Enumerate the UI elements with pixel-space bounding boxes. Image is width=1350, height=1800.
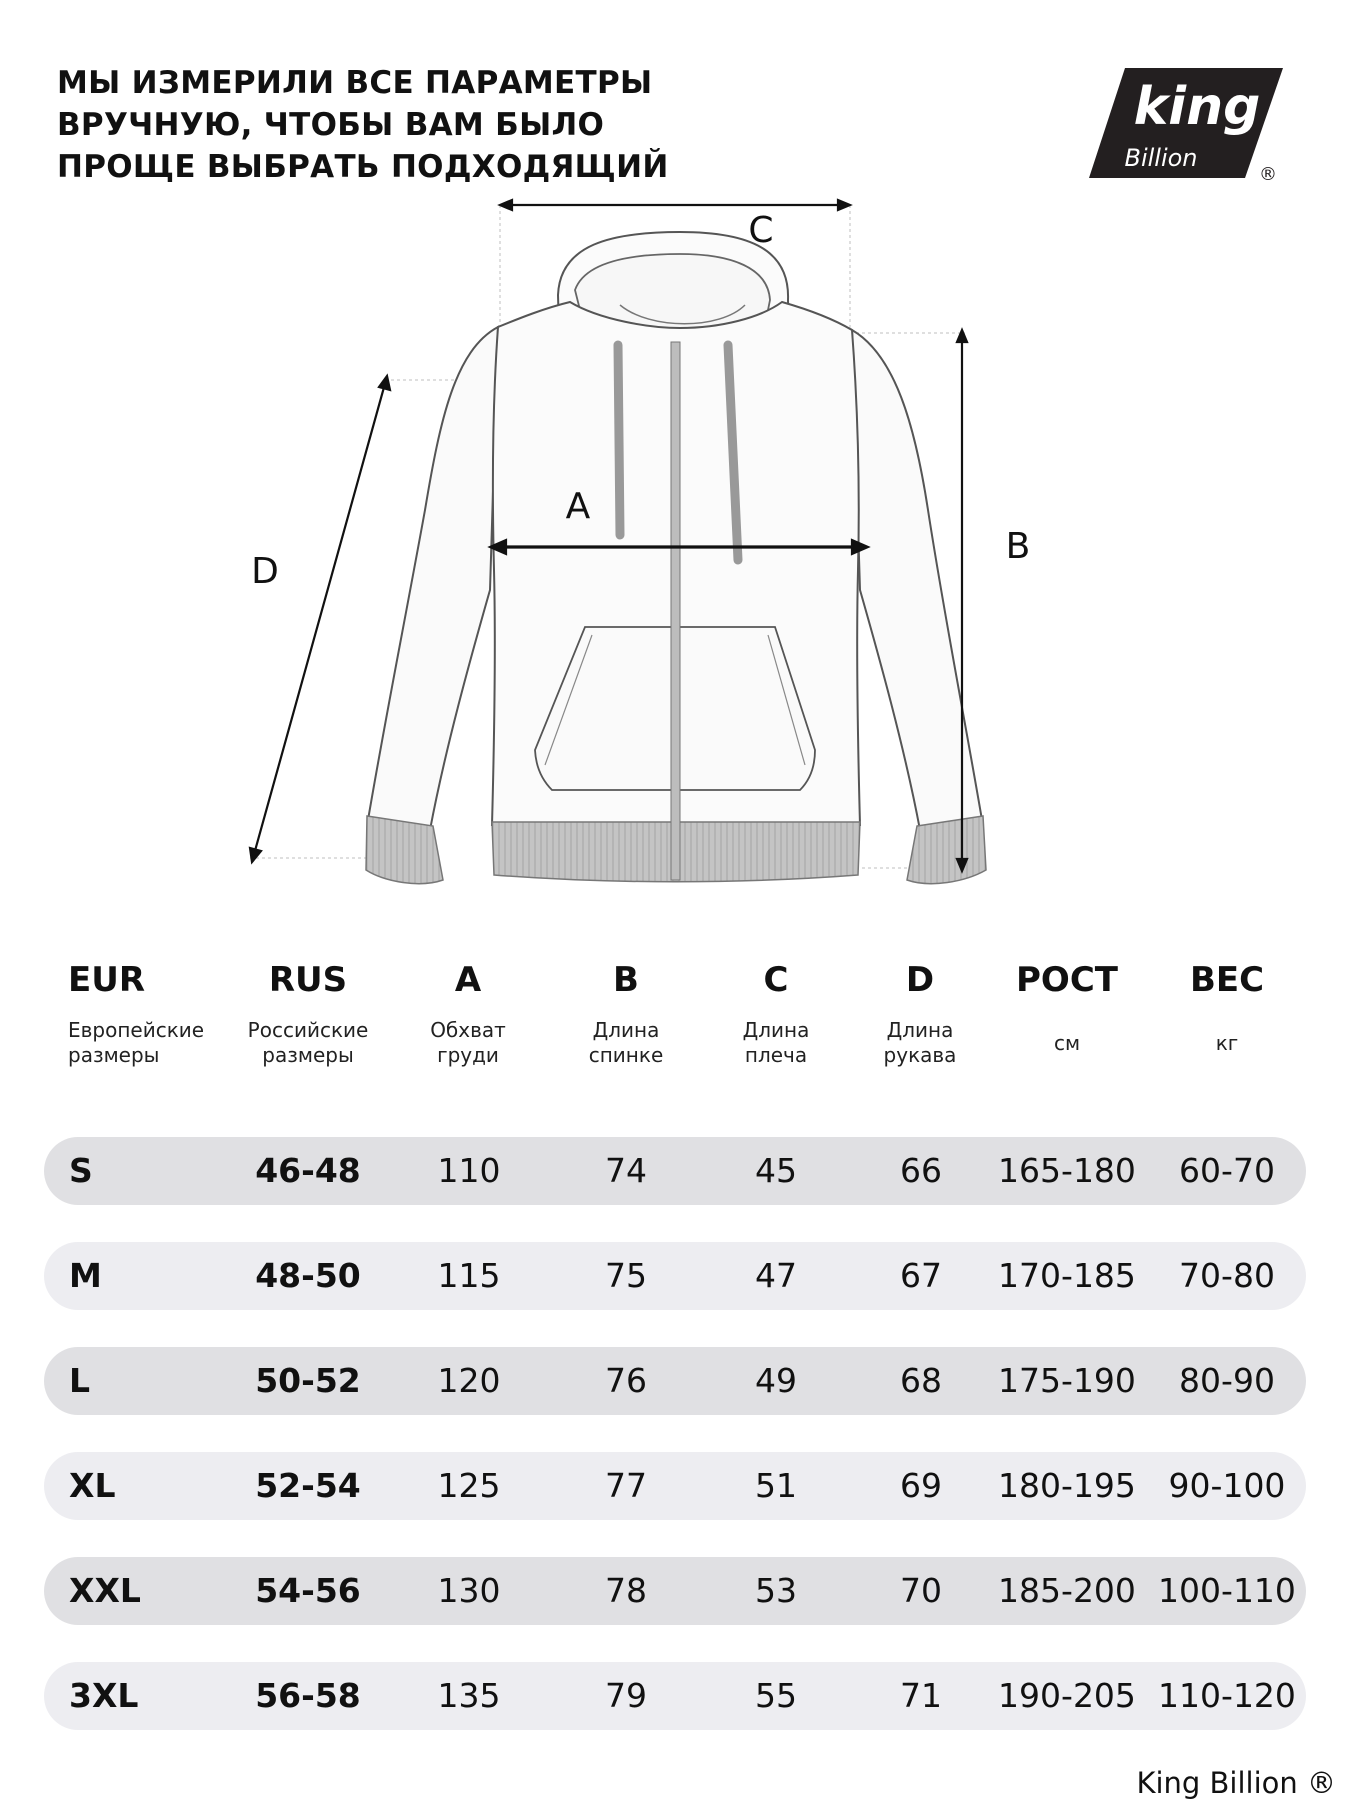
cell-b: 75 — [605, 1256, 647, 1295]
column-description — [68, 1013, 228, 1073]
column-description-line: Европейские — [68, 1018, 205, 1042]
cell-rus: 46-48 — [255, 1151, 361, 1190]
cell-a: 110 — [437, 1151, 501, 1190]
column-description — [228, 1013, 388, 1073]
column-header-b — [546, 955, 706, 1073]
column-description-line: груди — [437, 1043, 499, 1067]
column-description — [388, 1013, 548, 1073]
column-code: РОСТ — [1016, 960, 1118, 1000]
cell-c: 47 — [755, 1256, 797, 1295]
cell-a: 135 — [437, 1676, 501, 1715]
cell-height: 170-185 — [998, 1256, 1136, 1295]
logo-word-billion: Billion — [1124, 144, 1198, 172]
cell-rus: 56-58 — [255, 1676, 361, 1715]
column-header-eur — [68, 955, 228, 1073]
column-description-line: кг — [1215, 1030, 1239, 1055]
column-header-c — [696, 955, 856, 1073]
cell-b: 78 — [605, 1571, 647, 1610]
dimension-label-d: D — [251, 551, 279, 592]
column-description — [1147, 1013, 1307, 1073]
cell-a: 125 — [437, 1466, 501, 1505]
cell-eur: M — [69, 1256, 102, 1295]
column-description-line: Длина — [742, 1018, 810, 1042]
column-description-line: спинке — [588, 1043, 664, 1067]
cell-height: 180-195 — [998, 1466, 1136, 1505]
cell-height: 185-200 — [998, 1571, 1136, 1610]
cell-b: 79 — [605, 1676, 647, 1715]
column-code: RUS — [268, 960, 348, 1000]
dimension-label-a: A — [565, 486, 591, 527]
size-row-xl — [44, 1452, 1306, 1520]
column-header-weight — [1147, 955, 1307, 1073]
cell-b: 76 — [605, 1361, 647, 1400]
column-header-a — [388, 955, 548, 1073]
cell-weight: 100-110 — [1158, 1571, 1296, 1610]
column-description-line: размеры — [262, 1043, 354, 1067]
cell-weight: 70-80 — [1179, 1256, 1275, 1295]
cell-a: 120 — [437, 1361, 501, 1400]
cell-b: 77 — [605, 1466, 647, 1505]
cell-eur: L — [69, 1361, 91, 1400]
cell-height: 190-205 — [998, 1676, 1136, 1715]
hoodie-right-cuff — [907, 816, 986, 884]
cell-height: 175-190 — [998, 1361, 1136, 1400]
column-header-height — [987, 955, 1147, 1073]
heading-line-1: МЫ ИЗМЕРИЛИ ВСЕ ПАРАМЕТРЫ — [57, 65, 653, 101]
column-description-line: плеча — [744, 1043, 808, 1067]
hoodie-left-cuff — [366, 816, 443, 884]
cell-weight: 80-90 — [1179, 1361, 1275, 1400]
logo-word-king: king — [1133, 77, 1261, 137]
column-code: ВЕС — [1189, 960, 1265, 1000]
size-row-s — [44, 1137, 1306, 1205]
cell-d: 71 — [900, 1676, 942, 1715]
column-description-line: рукава — [883, 1043, 957, 1067]
cell-eur: XL — [69, 1466, 116, 1505]
column-code: B — [613, 960, 639, 1000]
column-description — [987, 1013, 1147, 1073]
page-heading — [57, 62, 777, 188]
dimension-label-b: B — [1005, 526, 1031, 567]
cell-c: 55 — [755, 1676, 797, 1715]
dimension-label-c: C — [748, 210, 774, 251]
hoodie-left-sleeve — [368, 327, 498, 830]
cell-c: 53 — [755, 1571, 797, 1610]
size-row-3xl — [44, 1662, 1306, 1730]
cell-c: 51 — [755, 1466, 797, 1505]
column-header-rus — [228, 955, 388, 1073]
column-description-line: Обхват — [430, 1018, 506, 1042]
cell-d: 69 — [900, 1466, 942, 1505]
heading-line-3: ПРОЩЕ ВЫБРАТЬ ПОДХОДЯЩИЙ — [57, 149, 669, 185]
hoodie-drawcord-left — [618, 345, 620, 535]
cell-rus: 52-54 — [255, 1466, 361, 1505]
column-description-line: см — [1053, 1030, 1081, 1055]
column-description — [696, 1013, 856, 1073]
size-row-m — [44, 1242, 1306, 1310]
cell-rus: 50-52 — [255, 1361, 361, 1400]
footer-brand: King Billion ® — [1136, 1766, 1336, 1800]
column-description-line: размеры — [68, 1043, 160, 1067]
column-code: EUR — [68, 960, 146, 1000]
cell-rus: 54-56 — [255, 1571, 361, 1610]
cell-rus: 48-50 — [255, 1256, 361, 1295]
brand-logo — [1085, 62, 1285, 186]
cell-c: 45 — [755, 1151, 797, 1190]
column-description — [546, 1013, 706, 1073]
column-description-line: Длина — [886, 1018, 954, 1042]
size-row-l — [44, 1347, 1306, 1415]
cell-b: 74 — [605, 1151, 647, 1190]
cell-d: 67 — [900, 1256, 942, 1295]
cell-d: 70 — [900, 1571, 942, 1610]
cell-weight: 110-120 — [1158, 1676, 1296, 1715]
column-code: C — [763, 960, 789, 1000]
cell-c: 49 — [755, 1361, 797, 1400]
column-description-line: Российские — [247, 1018, 369, 1042]
column-code: D — [905, 960, 935, 1000]
size-row-xxl — [44, 1557, 1306, 1625]
column-code: A — [454, 960, 482, 1000]
cell-d: 68 — [900, 1361, 942, 1400]
logo-registered-mark: ® — [1259, 164, 1277, 185]
cell-a: 130 — [437, 1571, 501, 1610]
cell-weight: 60-70 — [1179, 1151, 1275, 1190]
column-description — [840, 1013, 1000, 1073]
hoodie-diagram — [0, 190, 1350, 940]
cell-d: 66 — [900, 1151, 942, 1190]
cell-eur: XXL — [69, 1571, 141, 1610]
cell-a: 115 — [437, 1256, 501, 1295]
cell-weight: 90-100 — [1168, 1466, 1286, 1505]
hoodie-zipper — [671, 342, 680, 880]
column-description-line: Длина — [592, 1018, 660, 1042]
column-header-d — [840, 955, 1000, 1073]
cell-eur: 3XL — [69, 1676, 139, 1715]
heading-line-2: ВРУЧНУЮ, ЧТОБЫ ВАМ БЫЛО — [57, 107, 605, 143]
cell-eur: S — [69, 1151, 93, 1190]
cell-height: 165-180 — [998, 1151, 1136, 1190]
